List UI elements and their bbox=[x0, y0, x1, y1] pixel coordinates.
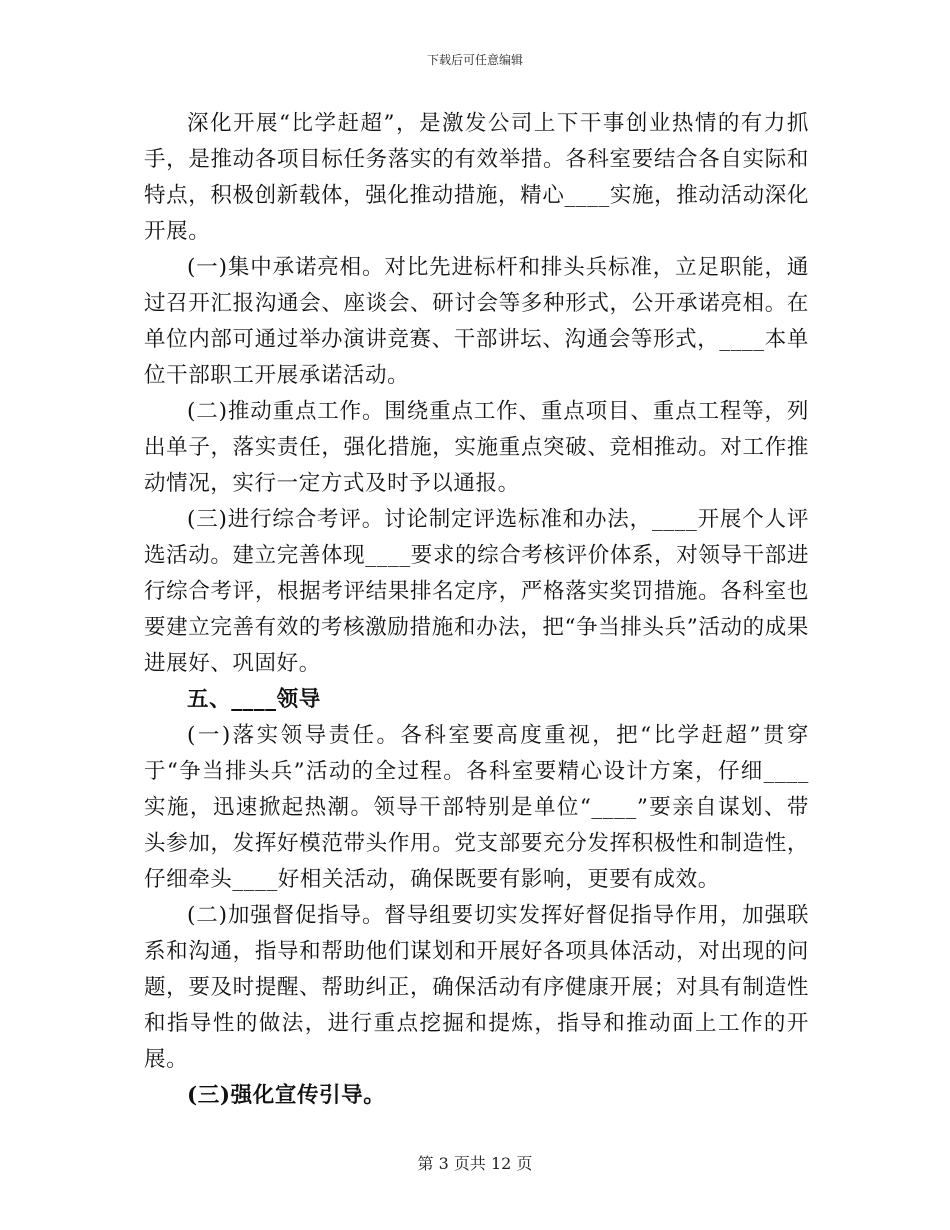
paragraph-leadership-1: (一)落实领导责任。各科室要高度重视，把“比学赶超”贯穿于“争当排头兵”活动的全过程。各科室要精心设计方案，仔细____实施，迅速掀起热潮。领导干部特别是单位“____”要亲自谋划、带头参加，发挥好模范带头作用。党支部要充分发挥积极性和制造性，仔细牵头____好相关活动，确保既要有影响，更要有成效。 bbox=[144, 723, 809, 892]
paragraph-item-2: (二)推动重点工作。围绕重点工作、重点项目、重点工程等，列出单子，落实责任，强化措施，实施重点突破、竞相推动。对工作推动情况，实行一定方式及时予以通报。 bbox=[144, 399, 809, 496]
sub-heading: (三)强化宣传引导。 bbox=[187, 1083, 386, 1108]
document-body bbox=[144, 106, 809, 1114]
page-header: 下载后可任意编辑 bbox=[426, 53, 523, 67]
paragraph-intro: 深化开展“比学赶超”，是激发公司上下干事创业热情的有力抓手，是推动各项目标任务落实的有效举措。各科室要结合各自实际和特点，积极创新载体，强化推动措施，精心____实施，推动活动深化开展。 bbox=[144, 111, 809, 244]
paragraph-item-3: (三)进行综合考评。讨论制定评选标准和办法，____开展个人评选活动。建立完善体现____要求的综合考核评价体系，对领导干部进行综合考评，根据考评结果排名定序，严格落实奖罚措施。各科室也要建立完善有效的考核激励措施和办法，把“争当排头兵”活动的成果进展好、巩固好。 bbox=[144, 507, 809, 676]
paragraph-item-1: (一)集中承诺亮相。对比先进标杆和排头兵标准，立足职能，通过召开汇报沟通会、座谈会、研讨会等多种形式，公开承诺亮相。在单位内部可通过举办演讲竞赛、干部讲坛、沟通会等形式，____本单位干部职工开展承诺活动。 bbox=[144, 255, 809, 388]
paragraph-leadership-2: (二)加强督促指导。督导组要切实发挥好督促指导作用，加强联系和沟通，指导和帮助他们谋划和开展好各项具体活动，对出现的问题，要及时提醒、帮助纠正，确保活动有序健康开展；对具有制造性和指导性的做法，进行重点挖掘和提炼，指导和推动面上工作的开展。 bbox=[144, 903, 809, 1072]
section-heading: 五、____领导 bbox=[187, 687, 321, 712]
page-footer: 第 3 页共 12 页 bbox=[417, 1154, 533, 1173]
